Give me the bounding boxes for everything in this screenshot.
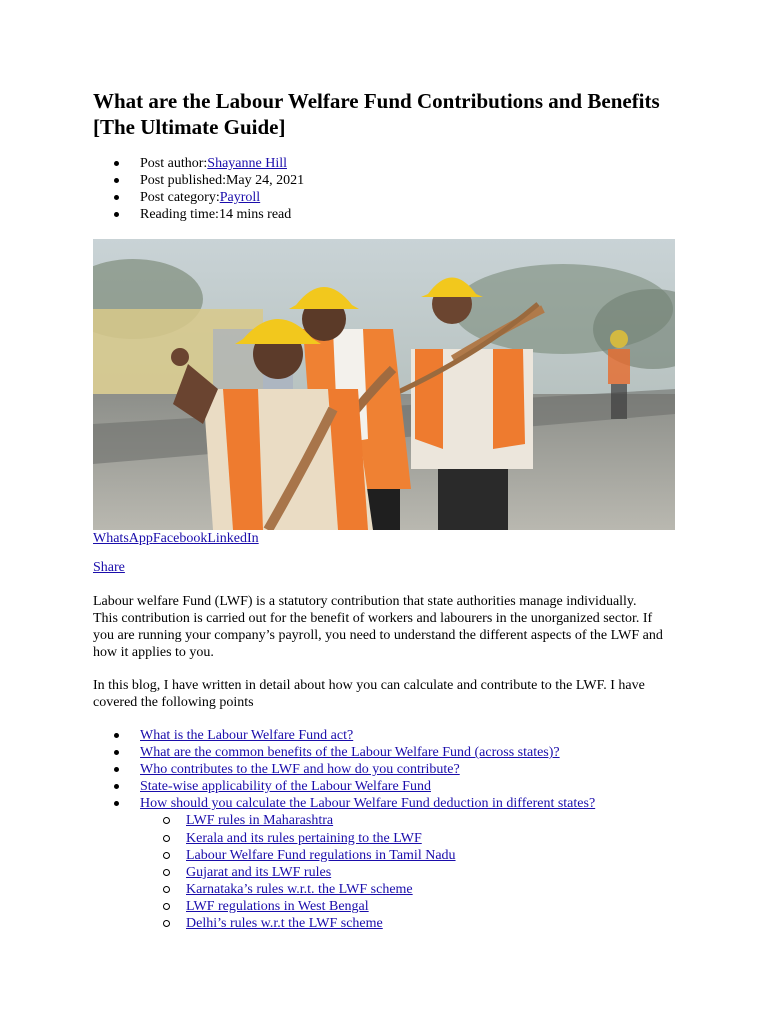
reading-time bbox=[93, 206, 304, 223]
post-category bbox=[93, 189, 304, 206]
toc-link-state-applicability[interactable]: State-wise applicability of the Labour Welfare Fund bbox=[140, 779, 431, 795]
toc-sublist bbox=[140, 812, 595, 932]
toc-subitem bbox=[140, 812, 595, 829]
toc-subitem bbox=[140, 915, 595, 932]
intro-paragraph: Labour welfare Fund (LWF) is a statutory contribution that state authorities manage individually. This contribution is carried out for the benefit of workers and labourers in the unorganized sector. If you are running your company’s payroll, you need to understand the different aspects of the LWF and how it applies to you. bbox=[93, 594, 663, 660]
toc-item bbox=[93, 744, 595, 761]
toc-link-gujarat[interactable]: Gujarat and its LWF rules bbox=[186, 864, 332, 880]
post-author-label: Post author: bbox=[140, 156, 208, 171]
share-wrapper bbox=[93, 559, 125, 576]
toc-subitem bbox=[140, 881, 595, 898]
toc-subitem bbox=[140, 847, 595, 864]
toc-item bbox=[93, 761, 595, 778]
share-link[interactable]: Share bbox=[93, 560, 125, 575]
post-meta-list bbox=[93, 155, 304, 223]
linkedin-share-link[interactable]: LinkedIn bbox=[207, 531, 259, 546]
page-title: What are the Labour Welfare Fund Contributions and Benefits [The Ultimate Guide] bbox=[93, 89, 660, 139]
toc-link-common-benefits[interactable]: What are the common benefits of the Labour Welfare Fund (across states)? bbox=[140, 745, 560, 761]
toc-link-maharashtra[interactable]: LWF rules in Maharashtra bbox=[186, 813, 334, 829]
toc-link-west-bengal[interactable]: LWF regulations in West Bengal bbox=[186, 898, 369, 914]
reading-time-label: Reading time: bbox=[140, 207, 219, 222]
toc-link-who-contributes[interactable]: Who contributes to the LWF and how do you contribute? bbox=[140, 762, 460, 778]
author-link[interactable]: Shayanne Hill bbox=[207, 156, 287, 171]
post-published-date: May 24, 2021 bbox=[225, 173, 305, 188]
toc-subitem bbox=[140, 864, 595, 881]
toc-link-lwf-act[interactable]: What is the Labour Welfare Fund act? bbox=[140, 728, 354, 743]
post-category-label: Post category: bbox=[140, 190, 220, 205]
category-link[interactable]: Payroll bbox=[219, 190, 261, 205]
toc-link-calculate-deduction[interactable]: How should you calculate the Labour Welfare Fund deduction in different states? bbox=[140, 796, 596, 812]
toc-subitem bbox=[140, 898, 595, 915]
toc-item bbox=[93, 727, 595, 744]
post-author bbox=[93, 155, 304, 172]
toc-subitem bbox=[140, 830, 595, 847]
table-of-contents bbox=[93, 727, 595, 932]
intro-paragraph-2: In this blog, I have written in detail about how you can calculate and contribute to the LWF. I have covered the following points bbox=[93, 678, 645, 710]
toc-link-karnataka[interactable]: Karnataka’s rules w.r.t. the LWF scheme bbox=[186, 881, 413, 897]
share-links bbox=[93, 530, 259, 547]
post-published bbox=[93, 172, 304, 189]
facebook-share-link[interactable]: Facebook bbox=[152, 531, 208, 546]
toc-link-tamil-nadu[interactable]: Labour Welfare Fund regulations in Tamil Nadu bbox=[186, 847, 456, 863]
hero-image bbox=[93, 239, 675, 530]
toc-item bbox=[93, 778, 595, 795]
toc-item bbox=[93, 795, 595, 932]
toc-link-delhi[interactable]: Delhi’s rules w.r.t the LWF scheme bbox=[186, 916, 383, 932]
post-published-label: Post published: bbox=[140, 173, 226, 188]
toc-link-kerala[interactable]: Kerala and its rules pertaining to the LWF bbox=[186, 830, 422, 846]
whatsapp-share-link[interactable]: WhatsApp bbox=[93, 531, 153, 546]
reading-time-value: 14 mins read bbox=[218, 207, 292, 222]
